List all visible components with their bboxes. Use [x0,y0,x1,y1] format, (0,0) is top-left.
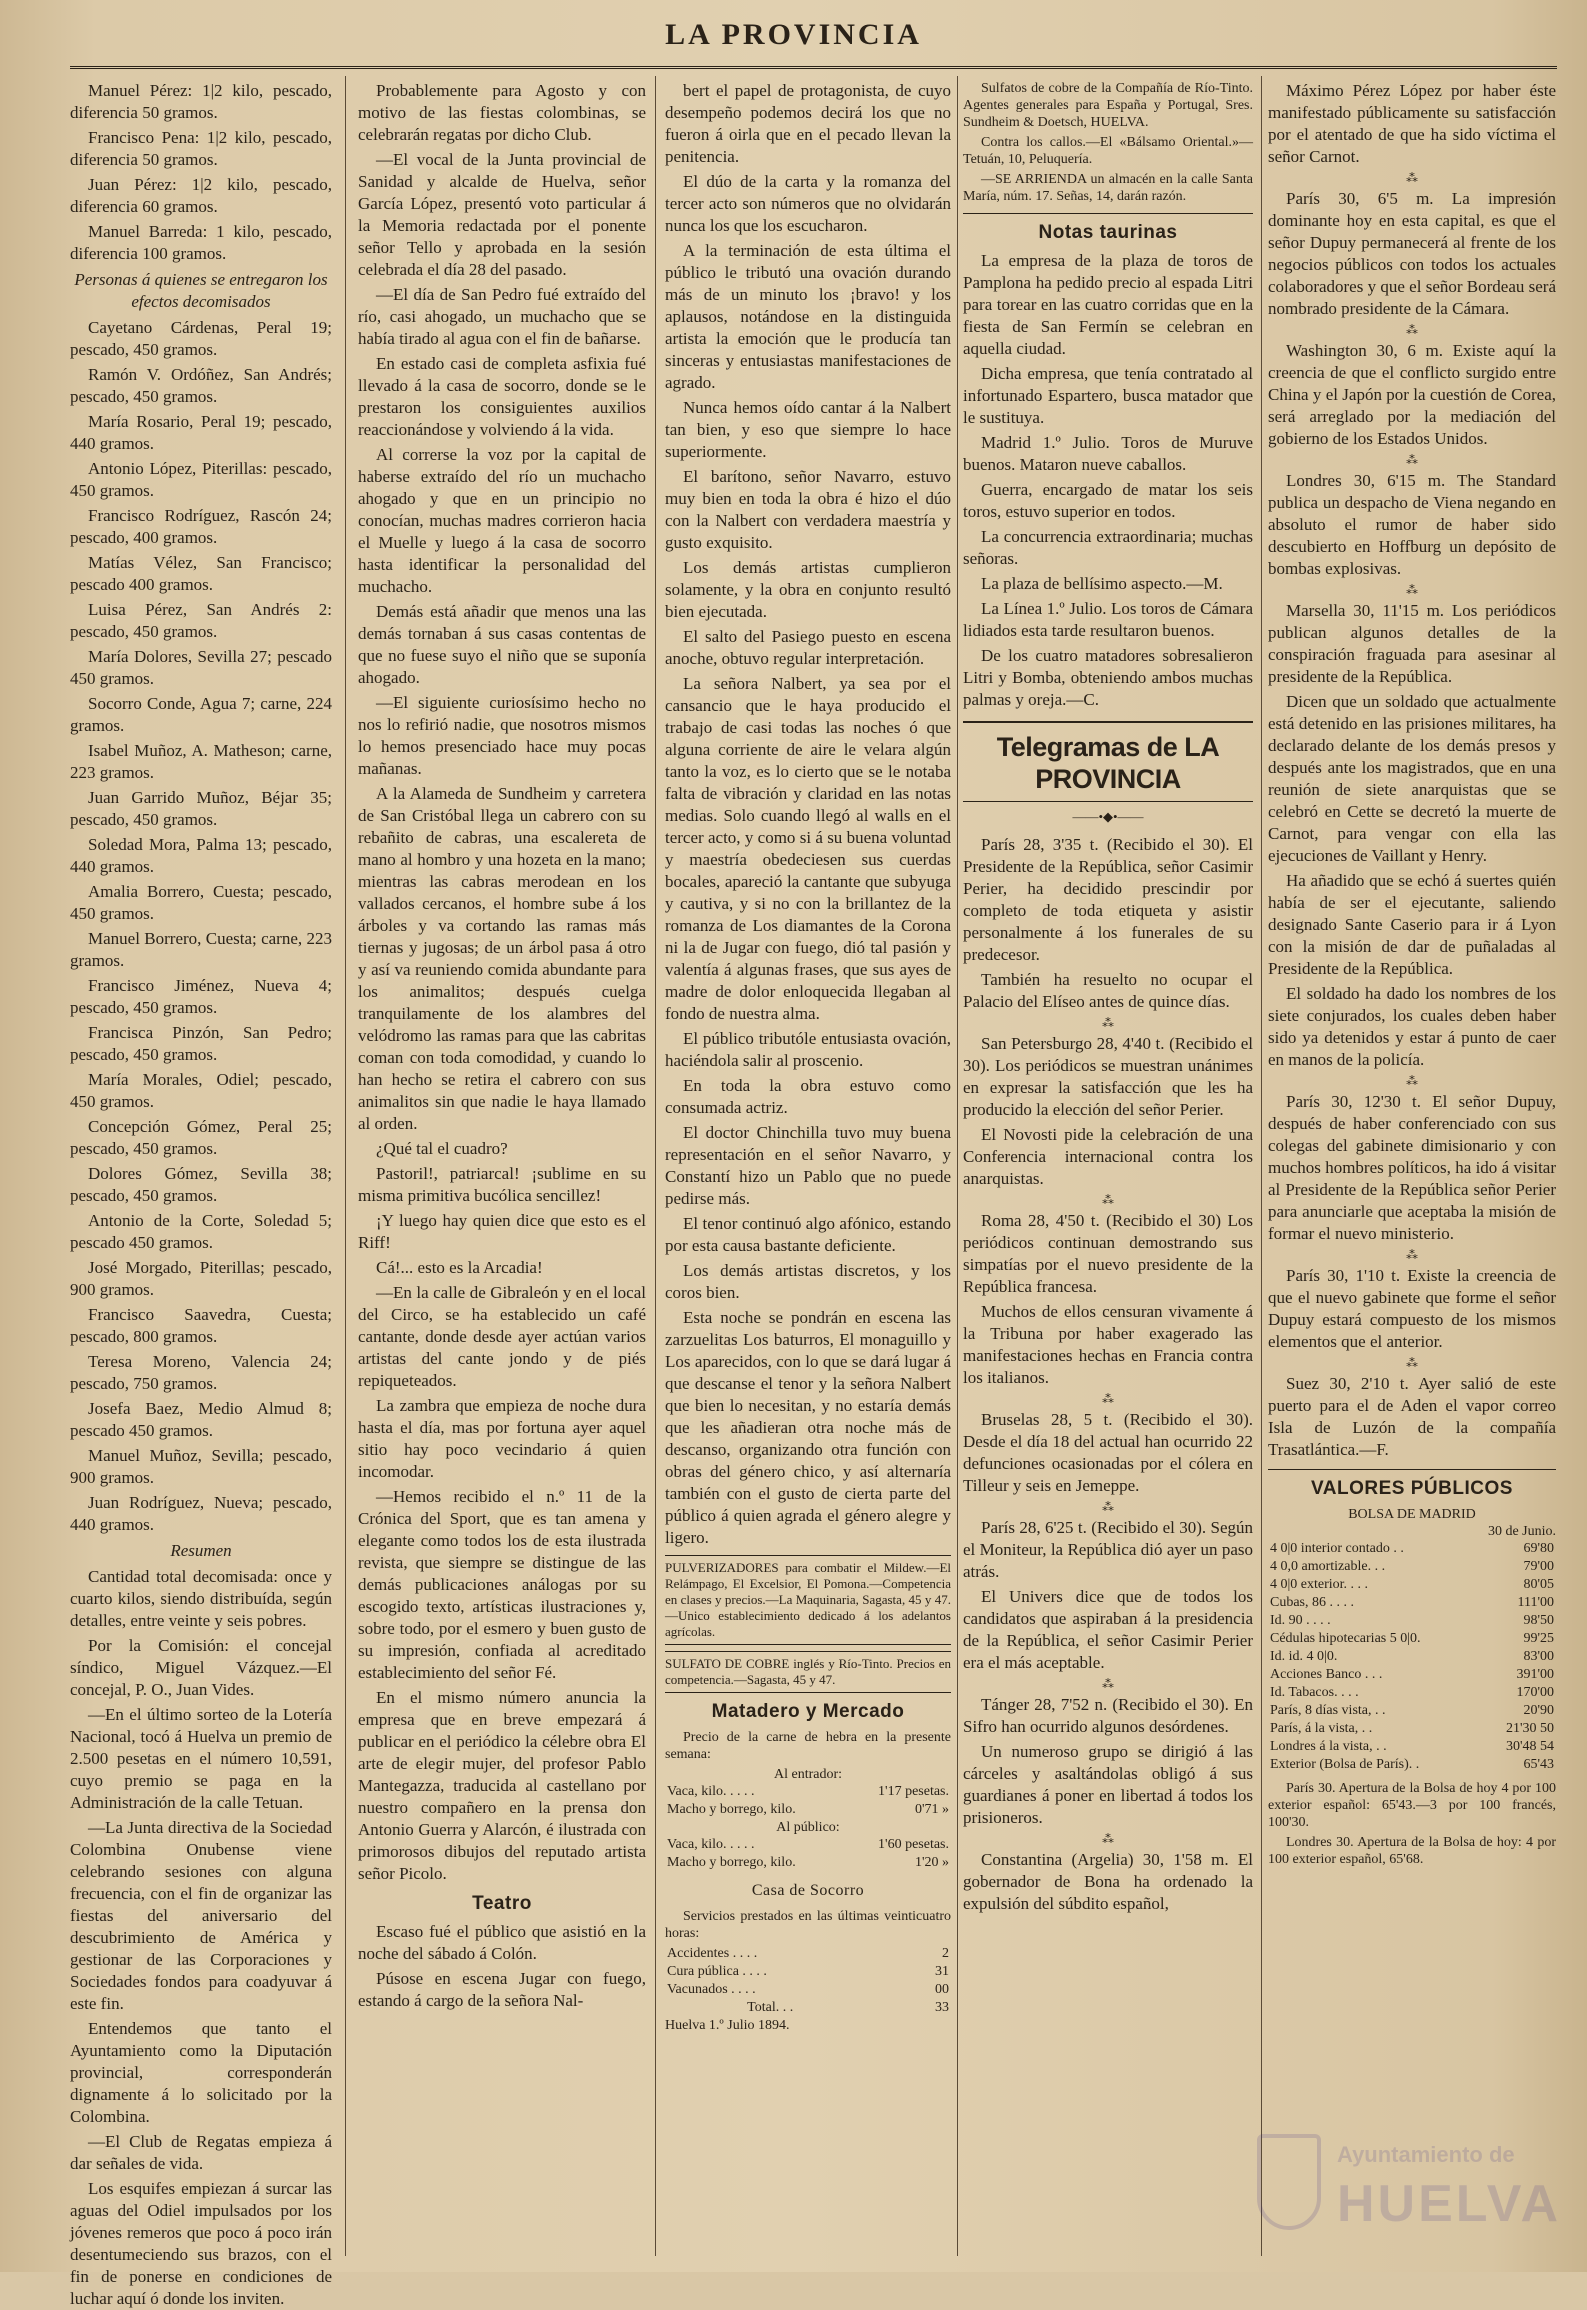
paragraph: Contra los callos.—El «Bálsamo Oriental.»—Tetuán, 10, Peluquería. [963,135,1253,167]
socorro-total [665,1999,951,2017]
table-row [1268,1648,1556,1666]
logo-line: Ayuntamiento de [1337,2142,1515,2167]
paragraph: París 30, 6'5 m. La impresión dominante hoy en esta capital, es que el señor Dupuy permanecerá al frente de los negocios públicos con todos los actuales colaboradores y que el señor Bordeau será nombrado presidente de la Cámara. [1268,189,1556,318]
table-row [1268,1540,1556,1558]
paragraph: Dolores Gómez, Sevilla 38; pescado, 450 gramos. [70,1164,332,1205]
separator-asterism: ⁂ [1102,1832,1114,1846]
separator-asterism: ⁂ [1406,453,1418,467]
column-3 [665,80,951,2250]
paragraph: Socorro Conde, Agua 7; carne, 224 gramos. [70,694,332,735]
ad-text: PULVERIZADORES para combatir el Mildew.—El Relámpago, El Excelsior, El Pomona.—Competencia en clases y precios.—La Maquinaria, Sagasta, 45 y 47.—Unico establecimiento dedicado á los adelantos agrícolas. [665,1560,951,1639]
divider [963,213,1253,214]
paragraph: Londres 30, 6'15 m. The Standard publica un despacho de Viena negando en absoluto el rumor de haber sido descubierto en Hoffburg un depósito de bombas explosivas. [1268,471,1556,578]
paragraph: Francisco Pena: 1|2 kilo, pescado, diferencia 50 gramos. [70,128,332,169]
telegramas-list [963,834,1253,1915]
paragraph: En el mismo número anuncia la empresa que en breve empezará á publicar en el periódico la célebre obra El arte de elegir mujer, del profesor Pablo Mantegazza, traducida al castellano por nuestro compañero en la prensa don Antonio Guerra y Alarcón, é ilustrada con primorosos dibujos del reputado artista señor Picolo. [358,1688,646,1883]
paragraph: París 28, 6'25 t. (Recibido el 30). Según el Moniteur, la República dió ayer un paso atrás. [963,1518,1253,1581]
paragraph: ¿Qué tal el cuadro? [376,1139,508,1158]
paragraph: Demás está añadir que menos una las demás tornaban á sus casas contentas de que no fuese suyo el niño que se suponía ahogado. [358,602,646,687]
table-row [1268,1738,1556,1756]
paragraph: María Morales, Odiel; pescado, 450 gramos. [70,1070,332,1111]
row-label: 4 0|0 interior contado . . [1270,1541,1404,1556]
table-row [1268,1720,1556,1738]
row-value: 170'00 [1516,1685,1554,1700]
paragraph: Soledad Mora, Palma 13; pescado, 440 gramos. [70,835,332,876]
table-row [1268,1756,1556,1774]
table-row [1268,1666,1556,1684]
row-label: Macho y borrego, kilo. [667,1802,796,1817]
paragraph: Juan Garrido Muñoz, Béjar 35; pescado, 450 gramos. [70,788,332,829]
row-label: Id. id. 4 0|0. [1270,1649,1338,1664]
telegramas-list-2 [1268,80,1556,1461]
table-row [665,1783,951,1801]
column-divider [655,76,656,2256]
paragraph: —En el último sorteo de la Lotería Nacional, tocó á Huelva un premio de 2.500 pesetas en el número 10,591, cuyo premio se paga en la Administración de la calle Tetuan. [70,1705,332,1812]
taurinas-list [963,250,1253,711]
paragraph: Los demás artistas discretos, y los coros bien. [665,1261,951,1302]
row-label: Cédulas hipotecarias 5 0|0. [1270,1631,1421,1646]
row-label: Vacunados . . . . [667,1982,756,1997]
row-label: Cura pública . . . . [667,1964,767,1979]
row-label: Id. 90 . . . . [1270,1613,1331,1628]
row-value: 1'60 pesetas. [878,1837,949,1852]
paragraph: —Hemos recibido el n.º 11 de la Crónica del Sport, que es tan amena y elegante como todos los de esta ilustrada revista, que siempre se distingue de las demás publicaciones análogas por su escogido texto, artísticas ilustraciones y, sobre todo, por el esmero y buen gusto de su impresión, confiada al acreditado establecimiento del señor Fé. [358,1487,646,1682]
paragraph: —SE ARRIENDA un almacén en la calle Santa María, núm. 17. Señas, 14, darán razón. [963,172,1253,204]
teatro-review [358,1921,646,2012]
separator-asterism: ⁂ [1406,1074,1418,1088]
bolsa-title: BOLSA DE MADRID [1348,1507,1476,1522]
paragraph: Madrid 1.º Julio. Toros de Muruve buenos. Mataron nueve caballos. [963,433,1253,474]
paragraph: Francisca Pinzón, San Pedro; pescado, 450 gramos. [70,1023,332,1064]
paragraph: En toda la obra estuvo como consumada actriz. [665,1076,951,1117]
paragraph: El salto del Pasiego puesto en escena anoche, obtuvo regular interpretación. [665,627,951,668]
row-label: Vaca, kilo. . . . . [667,1837,755,1852]
table-row [1268,1612,1556,1630]
divider [1268,1469,1556,1470]
paragraph: Tánger 28, 7'52 n. (Recibido el 30). En Sifro han ocurrido algunos desórdenes. [963,1695,1253,1736]
paragraph: Púsose en escena Jugar con fuego, estando á cargo de la señora Nal- [358,1969,646,2010]
row-value: 99'25 [1523,1631,1554,1646]
separator-asterism: ⁂ [1102,1392,1114,1406]
paragraph: París 30, 12'30 t. El señor Dupuy, después de haber conferenciado con sus colegas del gabinete dimisionario y con muchos hombres políticos, ha ido á visitar al Presidente de la República señor Perier para anunciarle que aceptaba la misión de formar el nuevo ministerio. [1268,1092,1556,1243]
paragraph: —La Junta directiva de la Sociedad Colombina Onubense viene celebrando sesiones con alguna frecuencia, con el fin de organizar las fiestas del aniversario del descubrimiento de América y gestionar de las Corporaciones y Sociedades fondos para coadyuvar á este fin. [70,1818,332,2013]
paragraph: Nunca hemos oído cantar á la Nalbert tan bien, y eso que siempre lo hace superiormente. [665,398,951,461]
paragraph: —El vocal de la Junta provincial de Sanidad y alcalde de Huelva, señor García López, presentó voto particular á la Memoria redactada por el ponente señor Tello y aprobada en la sesión celebrada el día 28 del pasado. [358,150,646,279]
local-news-2 [358,80,646,1885]
socorro-intro: Servicios prestados en las últimas veinticuatro horas: [665,1909,951,1941]
table-row [1268,1576,1556,1594]
masthead: LA PROVINCIA [665,18,922,51]
column-5 [1268,80,1556,2250]
separator-asterism: ⁂ [1102,1016,1114,1030]
table-row [665,1801,951,1819]
separator-asterism: ⁂ [1406,1356,1418,1370]
separator-asterism: ⁂ [1102,1193,1114,1207]
table-row [1268,1630,1556,1648]
paragraph: Francisco Jiménez, Nueva 4; pescado, 450 gramos. [70,976,332,1017]
paragraph: María Rosario, Peral 19; pescado, 440 gramos. [70,412,332,453]
total-label: Total. . . [747,2000,794,2015]
column-1 [70,80,332,2308]
socorro-date: Huelva 1.º Julio 1894. [665,2018,790,2033]
separator-asterism: ⁂ [1406,171,1418,185]
table-row [1268,1594,1556,1612]
paragraph: Francisco Saavedra, Cuesta; pescado, 800 gramos. [70,1305,332,1346]
paragraph: De los cuatro matadores sobresalieron Litri y Bomba, obteniendo ambos muchas palmas y oreja.—C. [963,646,1253,709]
table-row [665,1981,951,1999]
paragraph: También ha resuelto no ocupar el Palacio del Elíseo antes de quince días. [963,970,1253,1011]
paragraph: Juan Rodríguez, Nueva; pescado, 440 gramos. [70,1493,332,1534]
paragraph: Josefa Baez, Medio Almud 8; pescado 450 gramos. [70,1399,332,1440]
paragraph: Manuel Barreda: 1 kilo, pescado, diferencia 100 gramos. [70,222,332,263]
row-value: 65'43 [1523,1757,1554,1772]
row-label: Macho y borrego, kilo. [667,1855,796,1870]
bolsa-note: París 30. Apertura de la Bolsa de hoy 4 por 100 exterior español: 65'43.—3 por 100 francés, 100'30. [1268,1781,1556,1830]
row-value: 20'90 [1523,1703,1554,1718]
paragraph: El barítono, señor Navarro, estuvo muy bien en toda la obra é hizo el dúo con la Nalbert con verdadera maestría y gusto exquisito. [665,467,951,552]
paragraph: Bruselas 28, 5 t. (Recibido el 30). Desde el día 18 del actual han ocurrido 22 defunciones ocasionadas por el cólera en Tilleur y seis en Jemeppe. [963,1410,1253,1495]
separator-asterism: ⁂ [1406,1248,1418,1262]
matadero-table-publico [665,1836,951,1872]
row-label: París, á la vista, . . [1270,1721,1373,1736]
matadero-title: Matadero y Mercado [711,1701,905,1722]
table-row [665,1836,951,1854]
row-value: 00 [935,1982,949,1997]
ad-sulfato [665,1651,951,1693]
paragraph: A la Alameda de Sundheim y carretera de San Cristóbal llega un cabrero con su rebañito de cabras, una escalereta de mano al hombro y una hozeta en la mano; mientras las cabras merodean en los vallados cercanos, el hombre sube á los árboles y va cortando las ramas más tiernas y jugosas; de un árbol pasa á otro y así va reuniendo comida abundante para los animalitos; después cuelga tranquilamente de los alambres del velódromo las ramas para que las cabritas coman con toda comodidad, y cuando lo han hecho se retira el cabrero con sus animalitos sin que nadie le haya llamado al orden. [358,784,646,1133]
coat-of-arms-icon [1257,2134,1321,2230]
paragraph: Dicha empresa, que tenía contratado al infortunado Espartero, busca matador que le sustituya. [963,364,1253,427]
row-label: Cubas, 86 . . . . [1270,1595,1354,1610]
paragraph: Roma 28, 4'50 t. (Recibido el 30) Los periódicos continuan demostrando sus simpatías por el nuevo presidente de la República francesa. [963,1211,1253,1296]
paragraph: San Petersburgo 28, 4'40 t. (Recibido el 30). Los periódicos se muestran unánimes en expresar la satisfacción que les ha producido la elección del señor Perier. [963,1034,1253,1119]
paragraph: El tenor continuó algo afónico, estando por esta causa bastante deficiente. [665,1214,951,1255]
paragraph: Los esquifes empiezan á surcar las aguas del Odiel impulsados por los jóvenes remeros que poco á poco irán desentumeciendo sus brazos, con el fin de ponerse en condiciones de luchar aquí ó donde los inviten. [70,2179,332,2308]
taurinas-title: Notas taurinas [1038,222,1178,243]
valores-title: VALORES PÚBLICOS [1311,1478,1513,1499]
paragraph: —En la calle de Gibraleón y en el local del Circo, se ha establecido un café cantante, donde desde ayer actúan varios artistas del cante jondo y de piés repiqueteados. [358,1283,646,1390]
ad-pulverizadores [665,1555,951,1645]
paragraph: Escaso fué el público que asistió en la noche del sábado á Colón. [358,1922,646,1963]
resumen-text: Cantidad total decomisada: once y cuarto kilos, siendo distribuída, según detalles, entre veinte y seis pobres. [70,1567,332,1630]
paragraph: El público tributóle entusiasta ovación, haciéndola salir al proscenio. [665,1029,951,1070]
column-4 [963,80,1253,2250]
paragraph: El dúo de la carta y la romanza del tercer acto son números que no olvidarán nunca los que los escucharon. [665,172,951,235]
bolsa-table [1268,1540,1556,1774]
paragraph: —El Club de Regatas empieza á dar señales de vida. [70,2132,332,2173]
row-label: Acciones Banco . . . [1270,1667,1383,1682]
row-value: 391'00 [1516,1667,1554,1682]
paragraph: Francisco Rodríguez, Rascón 24; pescado, 400 gramos. [70,506,332,547]
paragraph: La plaza de bellísimo aspecto.—M. [981,574,1223,593]
matadero-entrador: Al entrador: [773,1767,843,1782]
telegramas-title: Telegramas de LA PROVINCIA [963,721,1253,802]
row-value: 69'80 [1523,1541,1554,1556]
paragraph: Probablemente para Agosto y con motivo de las fiestas colombinas, se celebrarán regatas por dicho Club. [358,81,646,144]
paragraph: Dicen que un soldado que actualmente está detenido en las prisiones militares, ha declarado delante de los demás presos y después ante los magistrados, que en una reunión de siete anarquistas que se celebró en Cette se decretó la muerte de Carnot, para vengar con ella las ejecuciones de Vaillant y Henry. [1268,692,1556,865]
paragraph: José Morgado, Piterillas; pescado, 900 gramos. [70,1258,332,1299]
paragraph: Amalia Borrero, Cuesta; pescado, 450 gramos. [70,882,332,923]
ad-text: SULFATO DE COBRE inglés y Río-Tinto. Precios en competencia.—Sagasta, 45 y 47. [665,1656,951,1687]
bolsa-date: 30 de Junio. [1487,1524,1556,1539]
paragraph: La zambra que empieza de noche dura hasta el día, mas por fortuna ayer aquel sitio hay poco vecindario á quien incomodar. [358,1396,646,1481]
paragraph: El soldado ha dado los nombres de los siete conjurados, los cuales deben haber sido ya detenidos y estar á punto de caer en manos de la policía. [1268,984,1556,1069]
paragraph: Sulfatos de cobre de la Compañía de Río-Tinto. Agentes generales para España y Portugal, Sres. Sundheim & Doetsch, HUELVA. [963,81,1253,130]
separator-asterism: ⁂ [1406,583,1418,597]
paragraph: Marsella 30, 11'15 m. Los periódicos publican algunos detalles de la conspiración fraguada para asesinar al presidente de la República. [1268,601,1556,686]
row-value: 80'05 [1523,1577,1554,1592]
paragraph: Antonio de la Corte, Soledad 5; pescado 450 gramos. [70,1211,332,1252]
row-label: Exterior (Bolsa de París). . [1270,1757,1420,1772]
paragraph: La concurrencia extraordinaria; muchas señoras. [963,527,1253,568]
paragraph: Concepción Gómez, Peral 25; pescado, 450 gramos. [70,1117,332,1158]
total-value: 33 [935,2000,949,2015]
paragraph: El doctor Chinchilla tuvo muy buena representación en el señor Navarro, y Constantí hizo un Pablo que no puede pedirse más. [665,1123,951,1208]
paragraph: París 30, 1'10 t. Existe la creencia de que el nuevo gabinete que forme el señor Dupuy estará compuesto de los mismos elementos que el anterior. [1268,1266,1556,1351]
paragraph: Ha añadido que se echó á suertes quién había de ser el ejecutante, saliendo designado Sante Caserio para ir á Lyon con la misión de dar de puñaladas al Presidente de la República. [1268,871,1556,978]
row-label: Vaca, kilo. . . . . [667,1784,755,1799]
matadero-intro: Precio de la carne de hebra en la presente semana: [665,1730,951,1762]
paragraph: —El siguiente curiosísimo hecho no nos lo refirió nadie, que nosotros mismos lo hemos presenciado hace muy pocas mañanas. [358,693,646,778]
ornament: ——•◆•—— [1072,809,1144,824]
paragraph: Cayetano Cárdenas, Peral 19; pescado, 450 gramos. [70,318,332,359]
table-row [665,1945,951,1963]
row-value: 1'17 pesetas. [878,1784,949,1799]
paragraph: Manuel Borrero, Cuesta; carne, 223 gramos. [70,929,332,970]
row-value: 2 [942,1946,949,1961]
top-rule [70,66,1557,69]
paragraph: Entendemos que tanto el Ayuntamiento como la Diputación provincial, corresponderán dignamente á lo solicitado por la Colombina. [70,2019,332,2126]
paragraph: Al correrse la voz por la capital de haberse extraído del río un muchacho ahogado y que en un principio no conocían, muchas madres corrieron hacia el Muelle y luego á la casa de socorro hasta identificar la personalidad del muchacho. [358,445,646,596]
paragraph: El Novosti pide la celebración de una Conferencia internacional contra los anarquistas. [963,1125,1253,1188]
teatro-review-cont [665,80,951,1549]
paragraph: Juan Pérez: 1|2 kilo, pescado, diferencia 60 gramos. [70,175,332,216]
resumen-title: Resumen [170,1541,232,1560]
local-news [70,1704,332,2310]
row-value: 21'30 50 [1505,1721,1554,1736]
table-row [665,1854,951,1872]
table-row [1268,1558,1556,1576]
paragraph: Guerra, encargado de matar los seis toros, estuvo superior en todos. [963,480,1253,521]
section-subtitle: Personas á quienes se entregaron los efectos decomisados [74,270,328,311]
paragraph: Pastoril!, patriarcal! ¡sublime en su misma primitiva bucólica sencillez! [358,1164,646,1205]
row-value: 79'00 [1523,1559,1554,1574]
paragraph: Teresa Moreno, Valencia 24; pescado, 750 gramos. [70,1352,332,1393]
separator-asterism: ⁂ [1102,1500,1114,1514]
bolsa-note: Londres 30. Apertura de la Bolsa de hoy: 4 por 100 exterior español, 65'68. [1268,1835,1556,1867]
column-divider [957,76,958,2256]
row-label: Accidentes . . . . [667,1946,758,1961]
row-value: 0'71 » [914,1802,949,1817]
paragraph: Washington 30, 6 m. Existe aquí la creencia de que el conflicto surgido entre China y el Japón por la cuestión de Corea, será arreglado por la mediación del gobierno de los Estados Unidos. [1268,341,1556,448]
paragraph: Constantina (Argelia) 30, 1'58 m. El gobernador de Bona ha ordenado la expulsión del súbdito español, [963,1850,1253,1913]
teatro-title: Teatro [472,1893,532,1914]
row-value: 1'20 » [914,1855,949,1870]
paragraph: Esta noche se pondrán en escena las zarzuelitas Los baturros, El monaguillo y Los aparecidos, con lo que se dará lugar á que descanse el tenor y la señora Nalbert que bien lo necesitan, y no estaría demás que les añadieran otra noche más de descanso, organizando otra función con obras del género chico, y así alternaría también con el gusto de cierta parte del público á quien agrada el género alegre y ligero. [665,1308,951,1547]
separator-asterism: ⁂ [1102,1677,1114,1691]
row-label: 4 0,0 amortizable. . . [1270,1559,1386,1574]
matadero-table-entrador [665,1783,951,1819]
row-value: 83'00 [1523,1649,1554,1664]
paragraph: París 28, 3'35 t. (Recibido el 30). El Presidente de la República, señor Casimir Perier, ha decidido prescindir por completo de toda etiqueta y asistir personalmente á los funerales de su predecesor. [963,835,1253,964]
paragraph: María Dolores, Sevilla 27; pescado 450 gramos. [70,647,332,688]
paragraph: ¡Y luego hay quien dice que esto es el Riff! [358,1211,646,1252]
row-value: 111'00 [1517,1595,1554,1610]
decomisos-list [70,80,332,265]
socorro-title: Casa de Socorro [751,1882,865,1899]
table-row [1268,1684,1556,1702]
table-row [1268,1702,1556,1720]
matadero-publico: Al público: [776,1820,840,1835]
paragraph: La señora Nalbert, ya sea por el cansancio que le haya producido el trabajo de casi todas las noches ó que alguna corriente de aire le velara algún tanto la voz, es lo cierto que se le notaba falta de vibración y claridad en las notas medias. Solo cuando llegó al walls en el tercer acto, y como si á su buena voluntad y maestría obedeciesen sus cuerdas bocales, apareció la cantante que subyuga y cautiva, y si no con la brillantez de la romanza de Los diamantes de la Corona ni la de Jugar con fuego, dió tal pasión y valentía á algunas frases, que sus ayes de madre de dolor enloquecida llegaban al fondo de nuestra alma. [665,674,951,1023]
paragraph: Suez 30, 2'10 t. Ayer salió de este puerto para el de Aden el vapor correo Isla de Luzón de la compañía Trasatlántica.—F. [1268,1374,1556,1459]
row-value: 31 [935,1964,949,1979]
row-label: París, 8 días vista, . . [1270,1703,1386,1718]
paragraph: Máximo Pérez López por haber éste manifestado públicamente su satisfacción por el atentado de que ha sido víctima el señor Carnot. [1268,81,1556,166]
paragraph: Antonio López, Piterillas: pescado, 450 gramos. [70,459,332,500]
column-divider [345,76,346,2256]
paragraph: Manuel Muñoz, Sevilla; pescado, 900 gramos. [70,1446,332,1487]
entregados-list [70,317,332,1536]
row-label: Londres á la vista, . . [1270,1739,1387,1754]
ayuntamiento-huelva-logo [1247,2122,1562,2252]
paragraph: Isabel Muñoz, A. Matheson; carne, 223 gramos. [70,741,332,782]
logo-line: HUELVA [1337,2175,1562,2233]
paragraph: bert el papel de protagonista, de cuyo desempeño podemos decirá los que no fueron á oirla que en el pecado llevan la penitencia. [665,81,951,166]
paragraph: El Univers dice que de todos los candidatos que aspiraban á la presidencia de la República, el señor Casimir Perier era el más aceptable. [963,1587,1253,1672]
paragraph: Ramón V. Ordóñez, San Andrés; pescado, 450 gramos. [70,365,332,406]
paragraph: Matías Vélez, San Francisco; pescado 400 gramos. [70,553,332,594]
paragraph: —El día de San Pedro fué extraído del río, casi ahogado, un muchacho que se había tirado al agua con el fin de bañarse. [358,285,646,348]
socorro-table [665,1945,951,1999]
classified-ads [963,80,1253,205]
paragraph: Cá!... esto es la Arcadia! [376,1258,543,1277]
paragraph: La empresa de la plaza de toros de Pamplona ha pedido precio al espada Litri para torear en las cuatro corridas que en la fiesta de San Fermín se celebran en aquella ciudad. [963,251,1253,358]
paragraph: En estado casi de completa asfixia fué llevado á la casa de socorro, donde se le prestaron los consiguientes auxilios reaccionándose y volviendo á la vida. [358,354,646,439]
paragraph: Los demás artistas cumplieron solamente, y la obra en conjunto resultó bien ejecutada. [665,558,951,621]
separator-asterism: ⁂ [1406,323,1418,337]
paragraph: Luisa Pérez, San Andrés 2: pescado, 450 gramos. [70,600,332,641]
column-divider [1261,76,1262,2256]
paragraph: Muchos de ellos censuran vivamente á la Tribuna por haber exagerado las manifestaciones hechas en Francia contra los italianos. [963,1302,1253,1387]
row-label: Id. Tabacos. . . . [1270,1685,1359,1700]
paragraph: Manuel Pérez: 1|2 kilo, pescado, diferencia 50 gramos. [70,81,332,122]
paragraph: Un numeroso grupo se dirigió á las cárceles y asaltándolas obligó á sus guardianes á poner en libertad á todos los prisioneros. [963,1742,1253,1827]
commission-signature: Por la Comisión: el concejal síndico, Miguel Vázquez.—El concejal, P. O., Juan Vides. [70,1636,332,1699]
paragraph: La Línea 1.º Julio. Los toros de Cámara lidiados esta tarde resultaron buenos. [963,599,1253,640]
paragraph: A la terminación de esta última el público le tributó una ovación durando más de un minuto los ¡bravo! y los aplausos, notándose en la distinguida artista la emoción que le producía tan sinceras y entusiastas manifestaciones de agrado. [665,241,951,392]
row-value: 98'50 [1523,1613,1554,1628]
table-row [665,1963,951,1981]
row-label: 4 0|0 exterior. . . . [1270,1577,1369,1592]
column-2 [358,80,646,2250]
row-value: 30'48 54 [1505,1739,1554,1754]
